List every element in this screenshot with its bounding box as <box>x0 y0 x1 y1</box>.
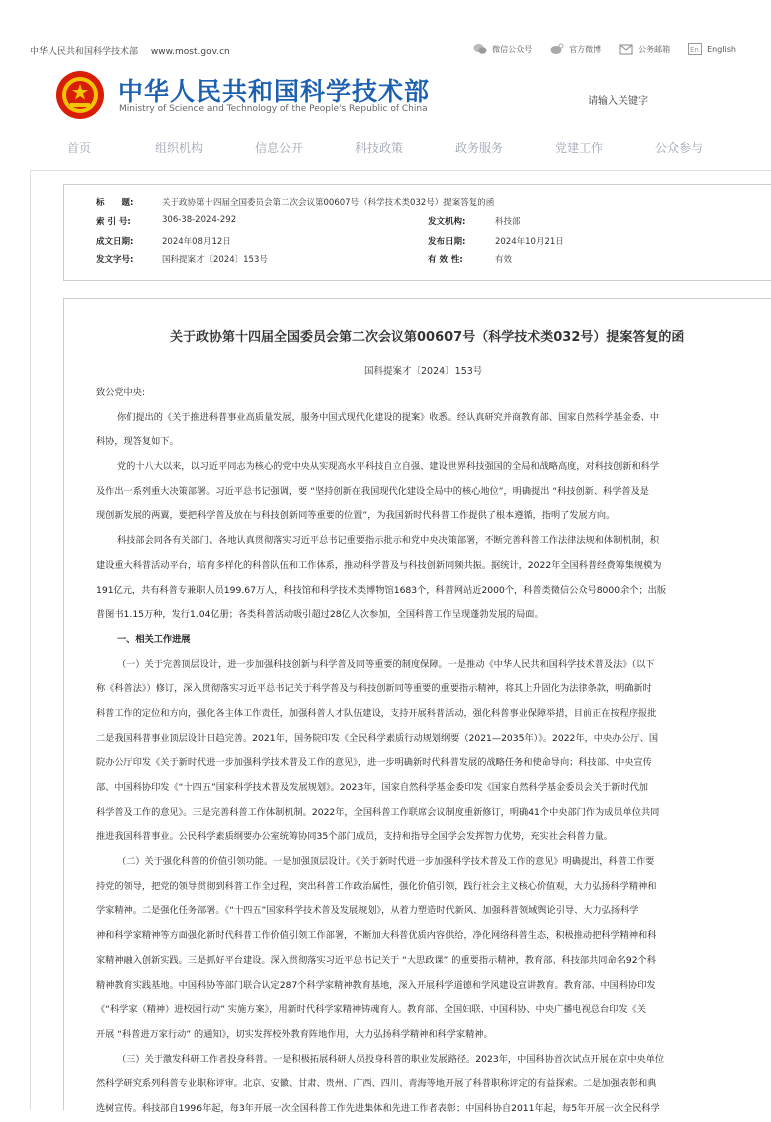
text-line: 科学普及工作的意见》。三是完善科普工作体制机制。2022年，全国科普工作联席会议制度重新修订，明确41个中央部门作为成员单位共同 <box>96 806 660 818</box>
nav-item-services[interactable]: 政务服务 <box>455 141 504 155</box>
meta-validity-value: 有效 <box>495 255 513 265</box>
text-line: 精神教育实践基地。中国科协等部门联合认定287个科学家精神教育基地，深入开展科学道德和学风建设宣讲教育。教育部、中国科协印发 <box>96 979 656 991</box>
text-line: 科协，现答复如下。 <box>96 436 179 448</box>
meta-published-label: 发布日期: <box>428 237 466 247</box>
text-line: （一）关于完善顶层设计，进一步加强科技创新与科学普及同等重要的制度保障。一是推动《中华人民共和国科学技术普及法》（以下 <box>117 658 655 670</box>
mail-label: 公务邮箱 <box>638 44 671 54</box>
top-bar-site-info <box>30 44 240 57</box>
article-body <box>63 298 771 1114</box>
wechat-link[interactable] <box>473 43 532 55</box>
svg-text:En: En <box>690 46 699 54</box>
weibo-label: 官方微博 <box>569 44 602 54</box>
site-title[interactable]: 中华人民共和国科学技术部 <box>118 77 431 106</box>
wechat-label: 微信公众号 <box>492 44 533 54</box>
article-text <box>96 381 771 1122</box>
top-bar-links <box>473 43 736 55</box>
nav-item-policy[interactable]: 科技政策 <box>355 141 404 155</box>
nav-item-home[interactable]: 首页 <box>67 141 92 155</box>
site-url[interactable]: www.most.gov.cn <box>150 47 230 57</box>
text-line: 部、中国科协印发《“十四五”国家科学技术普及发展规划》。2023年，国家自然科学基金委印发《国家自然科学基金委员会关于新时代加 <box>96 782 648 793</box>
text-line: 然科学研究系列科普专业职称评审。北京、安徽、甘肃、贵州、广西、四川、青海等地开展了科普职称评定的有益探索。二是加强表彰和典 <box>96 1078 657 1090</box>
text-line: 科普工作的定位和方向，强化各主体工作责任，加强科普人才队伍建设，支持开展科普活动，强化科普事业保障举措，目前正在按程序报批 <box>96 707 657 719</box>
article-title: 关于政协第十四届全国委员会第二次会议第00607号（科学技术类032号）提案答复的函 <box>170 330 685 345</box>
meta-docno-value: 国科提案才〔2024〕153号 <box>162 255 268 265</box>
meta-published-value: 2024年10月21日 <box>495 237 564 247</box>
text-line: 二是我国科普事业顶层设计日趋完善。2021年，国务院印发《全民科学素质行动规划纲要（2021—2035年）》。2022年，中央办公厅、国 <box>96 732 659 744</box>
text-line: 称《科普法》）修订，深入贯彻落实习近平总书记关于科学普及与科技创新同等重要的重要指示精神，将其上升固化为法律条款，明确新时 <box>96 683 652 695</box>
nav-item-public[interactable]: 公众参与 <box>655 141 704 155</box>
mail-link[interactable] <box>619 43 670 55</box>
document-meta-table <box>63 184 771 281</box>
site-title-en: Ministry of Science and Technology of the People's Republic of China <box>119 104 428 114</box>
english-icon <box>688 43 702 55</box>
text-line: 选树宣传。科技部自1996年起，每3年开展一次全国科普工作先进集体和先进工作者表彰；中国科协自2011年起，每5年开展一次全民科学 <box>96 1102 660 1114</box>
text-line: 院办公厅印发《关于新时代进一步加强科学技术普及工作的意见》，进一步明确新时代科普发展的战略任务和使命导向；科技部、中央宣传 <box>96 757 652 769</box>
meta-title-value: 关于政协第十四届全国委员会第二次会议第00607号（科学技术类032号）提案答复的函 <box>162 198 495 208</box>
meta-title-label: 标 题: <box>96 198 134 208</box>
text-line: 神和科学家精神等方面强化新时代科普工作价值引领工作部署，不断加大科普优质内容供给，净化网络科普生态，积极推动把科学精神和科 <box>96 930 657 942</box>
weibo-icon <box>550 43 564 55</box>
meta-index-label: 索 引 号: <box>96 217 131 227</box>
english-link[interactable] <box>688 43 736 55</box>
text-line: 你们提出的《关于推进科普事业高质量发展，服务中国式现代化建设的提案》收悉。经认真研究并商教育部、国家自然科学基金委、中 <box>117 411 660 423</box>
text-line: （三）关于激发科研工作者投身科普。一是积极拓展科研人员投身科普的职业发展路径。2023年，中国科协首次试点开展在京中央单位 <box>117 1053 665 1065</box>
article-doc-number: 国科提案才〔2024〕153号 <box>364 366 483 377</box>
site-name: 中华人民共和国科学技术部 <box>30 47 139 57</box>
search-box[interactable] <box>492 88 742 110</box>
text-line: 及作出一系列重大决策部署。习近平总书记强调，要 “坚持创新在我国现代化建设全局中的核心地位”，明确提出 “科技创新、科学普及是 <box>96 485 649 497</box>
meta-row-docno <box>64 253 764 271</box>
main-nav <box>30 134 746 160</box>
meta-docno-label: 发文字号: <box>96 255 134 265</box>
top-bar <box>30 38 740 60</box>
nav-item-disclosure[interactable]: 信息公开 <box>255 141 304 155</box>
nav-item-party[interactable]: 党建工作 <box>555 141 604 155</box>
text-line: 持党的领导，把党的领导贯彻到科普工作全过程，突出科普工作政治属性，强化价值引领，践行社会主义核心价值观，大力弘扬科学精神和 <box>96 880 657 892</box>
meta-issuer-value: 科技部 <box>495 217 521 227</box>
text-line: 党的十八大以来，以习近平同志为核心的党中央从实现高水平科技自立自强、建设世界科技强国的全局和战略高度，对科技创新和科学 <box>117 461 660 473</box>
text-line: 科技部会同各有关部门、各地认真贯彻落实习近平总书记重要指示批示和党中央决策部署，不断完善科普工作法律法规和体制机制，积 <box>117 535 660 547</box>
meta-created-label: 成文日期: <box>96 237 134 247</box>
english-label: English <box>707 44 736 54</box>
search-input[interactable]: 请输入关键字 <box>588 96 648 107</box>
text-line: 普图书1.15万种，发行1.04亿册；各类科普活动吸引超过28亿人次参加，全国科普工作呈现蓬勃发展的局面。 <box>96 609 544 621</box>
text-line: 建设重大科普活动平台，培育多样化的科普队伍和工作体系，推动科学普及与科技创新同频共振。据统计，2022年全国科普经费筹集规模为 <box>96 559 662 571</box>
meta-row-dates <box>64 235 764 253</box>
text-line: 推进我国科普事业。公民科学素质纲要办公室统筹协同35个部门成员，支持和指导全国学会发挥智力优势，充实社会科普力量。 <box>96 831 614 843</box>
meta-created-value: 2024年08月12日 <box>162 237 231 247</box>
nav-item-organization[interactable]: 组织机构 <box>155 141 204 155</box>
site-header <box>30 62 746 128</box>
text-line: 191亿元，共有科普专兼职人员199.67万人，科技馆和科学技术类博物馆1683个，科普网站近2000个，科普类微信公众号8000余个；出版 <box>96 584 667 596</box>
text-line: （二）关于强化科普的价值引领功能。一是加强顶层设计。《关于新时代进一步加强科学技术普及工作的意见》明确提出，科普工作要 <box>117 856 655 868</box>
text-line: 学家精神。二是强化任务部署。《“十四五”国家科学技术普及发展规划》，从着力塑造时代新风、加强科普领域舆论引导、大力弘扬科学 <box>96 905 639 917</box>
mail-icon <box>619 43 633 55</box>
text-line: 家精神融入创新实践。三是抓好平台建设。深入贯彻落实习近平总书记关于 “大思政课” 的重要指示精神，教育部、科技部共同命名92个科 <box>96 954 656 966</box>
national-emblem-icon <box>54 68 106 122</box>
text-line: 《“科学家（精神）进校园行动” 实施方案》，用新时代科学家精神铸魂育人。教育部、全国妇联、中国科协、中央广播电视总台印发《关 <box>96 1004 646 1016</box>
meta-row-index <box>64 215 764 233</box>
meta-validity-label: 有 效 性: <box>428 255 463 265</box>
salutation: 致公党中央: <box>96 387 146 398</box>
section-heading: 一、相关工作进展 <box>117 633 191 645</box>
meta-issuer-label: 发文机构: <box>428 217 466 227</box>
weibo-link[interactable] <box>550 43 601 55</box>
wechat-icon <box>473 43 487 55</box>
meta-index-value: 306-38-2024-292 <box>162 215 237 225</box>
text-line: 现创新发展的两翼，要把科学普及放在与科技创新同等重要的位置”，为我国新时代科普工作提供了根本遵循，指明了发展方向。 <box>96 510 616 522</box>
text-line: 开展 “科普进万家行动” 的通知》，切实发挥校外教育阵地作用，大力弘扬科学精神和科学家精神。 <box>96 1028 493 1040</box>
meta-row-title <box>64 196 764 214</box>
